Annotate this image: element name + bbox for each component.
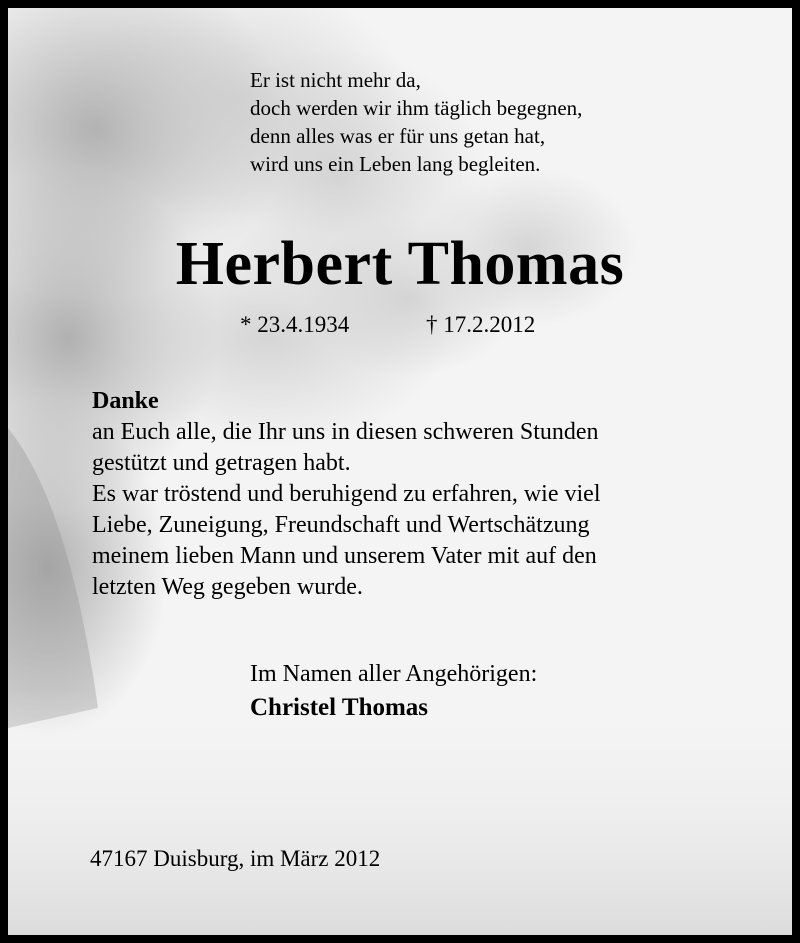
signer-name: Christel Thomas [250, 694, 429, 721]
deceased-name: Herbert Thomas [175, 230, 625, 298]
thanks-line: Es war tröstend und beruhigend zu erfahren, wie viel [92, 481, 601, 507]
signature-intro: Im Namen aller Angehörigen: [250, 661, 538, 687]
thanks-line: gestützt und getragen habt. [92, 450, 351, 476]
thanks-line: letzten Weg gegeben wurde. [92, 574, 363, 600]
memorial-poem [250, 66, 582, 178]
place-and-date: 47167 Duisburg, im März 2012 [90, 846, 381, 871]
thanks-section [92, 386, 601, 603]
death-date: † 17.2.2012 [426, 312, 536, 337]
thanks-heading: Danke [92, 388, 159, 414]
poem-line: wird uns ein Leben lang begleiten. [250, 152, 541, 176]
poem-line: doch werden wir ihm täglich begegnen, [250, 96, 583, 120]
poem-line: denn alles was er für uns getan hat, [250, 124, 546, 148]
thanks-line: Liebe, Zuneigung, Freundschaft und Wertschätzung [92, 512, 590, 538]
thanks-line: an Euch alle, die Ihr uns in diesen schweren Stunden [92, 419, 599, 445]
birth-date: * 23.4.1934 [240, 312, 350, 337]
obituary-content [8, 8, 792, 935]
signature-block [250, 658, 537, 724]
thanks-line: meinem lieben Mann und unserem Vater mit auf den [92, 543, 597, 569]
obituary-card [8, 8, 792, 935]
poem-line: Er ist nicht mehr da, [250, 68, 421, 92]
